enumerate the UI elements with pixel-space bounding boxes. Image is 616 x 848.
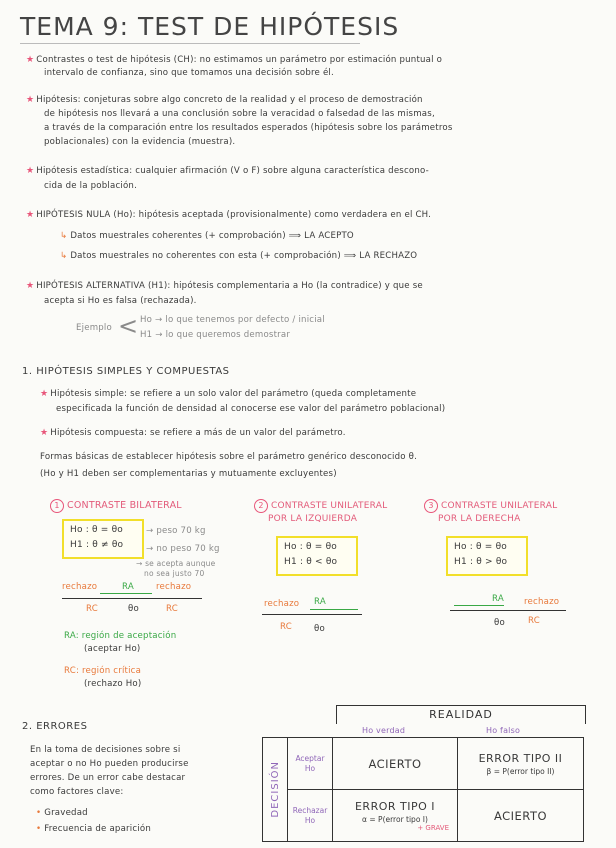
reject-row-label: Rechazar Ho xyxy=(292,805,328,825)
star-icon: ★ xyxy=(26,95,35,105)
hipotesis-line-2: de hipótesis nos llevará a una conclusión sobre la veracidad o falsedad de las mismas, xyxy=(44,109,435,119)
der-reject-mark xyxy=(510,606,562,610)
simple-line-2: especificada la función de densidad al conocerse ese valor del parámetro poblacional) xyxy=(56,404,446,414)
alternativa-line-2: acepta si Ho es falsa (rechazada). xyxy=(44,296,197,306)
der-theta: θo xyxy=(494,618,505,628)
cell-acierto-2: ACIERTO xyxy=(458,790,584,842)
izq-rc: RC xyxy=(280,622,292,632)
arrow-right-icon: ↳ xyxy=(60,231,68,241)
hipotesis-line-1: ★ Hipótesis: conjeturas sobre algo concreto de la realidad y el proceso de demostración xyxy=(26,95,423,105)
bilateral-ra: RA xyxy=(122,582,134,592)
izq-hypotheses-box xyxy=(276,536,358,576)
bilateral-reject-right-mark xyxy=(156,594,196,598)
realidad-header: REALIDAD xyxy=(336,705,586,724)
rc-definition-1: RC: región crítica xyxy=(64,666,142,676)
cell-acierto-1: ACIERTO xyxy=(333,738,458,790)
number-circle-icon: 3 xyxy=(424,499,438,513)
section-1-heading: 1. HIPÓTESIS SIMPLES Y COMPUESTAS xyxy=(22,366,230,377)
bilateral-note-2: → no peso 70 kg xyxy=(146,544,220,554)
title-underline xyxy=(20,43,360,44)
izq-theta: θo xyxy=(314,624,325,634)
number-circle-icon: 1 xyxy=(50,499,64,513)
bilateral-note-3: → se acepta aunque xyxy=(136,559,216,568)
alternativa-line-1: ★ HIPÓTESIS ALTERNATIVA (H1): hipótesis complementaria a Ho (la contradice) y que se xyxy=(26,281,423,291)
der-h1: H1 : θ > θo xyxy=(454,556,508,567)
der-axis xyxy=(450,610,566,611)
star-icon: ★ xyxy=(40,389,49,399)
decision-cell xyxy=(263,738,288,842)
accept-row-label-cell xyxy=(288,738,333,790)
der-title-2: POR LA DERECHA xyxy=(438,514,521,524)
der-rechazo: rechazo xyxy=(524,597,560,607)
bilateral-hypotheses-box xyxy=(62,519,144,559)
hipotesis-line-3: a través de la comparación entre los resultados esperados (hipótesis sobre los parámetros xyxy=(44,123,453,133)
bilateral-title: 1 CONTRASTE BILATERAL xyxy=(50,499,182,513)
grave-note: + GRAVE xyxy=(417,823,449,832)
izq-rechazo: rechazo xyxy=(264,599,300,609)
izq-ra: RA xyxy=(314,597,326,607)
bilateral-rechazo-left: rechazo xyxy=(62,582,98,592)
bilateral-h1: H1 : θ ≠ θo xyxy=(70,539,124,550)
bilateral-accept-mark xyxy=(100,593,152,597)
izq-h0: Ho : θ = θo xyxy=(284,542,338,552)
star-icon: ★ xyxy=(40,428,49,438)
star-icon: ★ xyxy=(26,55,35,65)
bilateral-note-1: → peso 70 kg xyxy=(146,526,206,536)
nula-arrow-1: ↳ Datos muestrales coherentes (+ comprobación) ⟹ LA ACEPTO xyxy=(60,231,354,241)
bullet-gravedad: • Gravedad xyxy=(36,808,88,818)
errores-line-2: aceptar o no Ho pueden producirse xyxy=(30,759,189,769)
izq-title-1: 2 CONTRASTE UNILATERAL xyxy=(254,499,387,513)
izq-title-2: POR LA IZQUIERDA xyxy=(268,514,358,524)
nula-line-1: ★ HIPÓTESIS NULA (Ho): hipótesis aceptada (provisionalmente) como verdadera en el CH. xyxy=(26,210,432,220)
compuesta-line: ★ Hipótesis compuesta: se refiere a más de un valor del parámetro. xyxy=(40,428,346,438)
page-title: TEMA 9: TEST DE HIPÓTESIS xyxy=(20,12,400,41)
arrow-right-icon: ↳ xyxy=(60,251,68,261)
ho-verdad-label: Ho verdad xyxy=(362,726,406,735)
ejemplo-label: Ejemplo xyxy=(76,323,112,333)
bilateral-rc-left: RC xyxy=(86,604,98,614)
bilateral-h0: Ho : θ = θo xyxy=(70,525,124,535)
error-tipo-2-label: ERROR TIPO II xyxy=(478,751,563,765)
bullet-icon: • xyxy=(36,824,42,834)
der-accept-mark xyxy=(454,605,504,609)
bullet-icon: • xyxy=(36,808,42,818)
bilateral-reject-left-mark xyxy=(64,594,98,598)
estadistica-line-2: cida de la población. xyxy=(44,181,137,191)
star-icon: ★ xyxy=(26,281,35,291)
ho-falso-label: Ho falso xyxy=(486,726,521,735)
number-circle-icon: 2 xyxy=(254,499,268,513)
bilateral-axis xyxy=(62,598,202,599)
der-rc: RC xyxy=(528,616,540,626)
accept-row-label: Aceptar Ho xyxy=(295,753,325,773)
brace-icon: < xyxy=(118,312,139,340)
intro-line-2: intervalo de confianza, sino que tomamos una decisión sobre él. xyxy=(44,68,334,78)
star-icon: ★ xyxy=(26,166,35,176)
der-ra: RA xyxy=(492,594,504,604)
izq-h1: H1 : θ < θo xyxy=(284,556,338,567)
decision-label: DECISIÓN xyxy=(269,761,281,818)
errores-line-3: errores. De un error cabe destacar xyxy=(30,773,186,783)
errors-table xyxy=(262,737,584,842)
error-tipo-1-label: ERROR TIPO I xyxy=(354,799,436,813)
ejemplo-line-1: Ho → lo que tenemos por defecto / inicial xyxy=(140,315,325,325)
ejemplo-line-2: H1 → lo que queremos demostrar xyxy=(140,330,291,340)
errores-line-4: como factores clave: xyxy=(30,787,124,797)
errores-line-1: En la toma de decisiones sobre si xyxy=(30,745,181,755)
estadistica-line-1: ★ Hipótesis estadística: cualquier afirmación (V o F) sobre alguna característica descono- xyxy=(26,166,429,176)
cell-error-tipo-1 xyxy=(333,790,458,842)
ra-definition-1: RA: región de aceptación xyxy=(64,631,177,641)
der-hypotheses-box xyxy=(446,536,528,576)
hipotesis-line-4: poblacionales) con la evidencia (muestra). xyxy=(44,137,236,147)
izq-axis xyxy=(262,614,362,615)
bilateral-rechazo-right: rechazo xyxy=(156,582,192,592)
star-icon: ★ xyxy=(26,210,35,220)
nula-arrow-2: ↳ Datos muestrales no coherentes con esta (+ comprobación) ⟹ LA RECHAZO xyxy=(60,251,418,261)
intro-line-1: ★ Contrastes o test de hipótesis (CH): no estimamos un parámetro por estimación puntual o xyxy=(26,55,443,65)
izq-reject-mark xyxy=(264,610,304,614)
simple-line-1: ★ Hipótesis simple: se refiere a un solo valor del parámetro (queda completamente xyxy=(40,389,417,399)
bilateral-note-4: no sea justo 70 xyxy=(144,569,205,578)
der-h0: Ho : θ = θo xyxy=(454,542,508,552)
rc-definition-2: (rechazo Ho) xyxy=(84,679,142,689)
ra-definition-2: (aceptar Ho) xyxy=(84,644,141,654)
formas-line-1: Formas básicas de establecer hipótesis sobre el parámetro genérico desconocido θ. xyxy=(40,452,418,462)
alpha-formula: α = P(error tipo I) xyxy=(362,814,428,824)
der-title-1: 3 CONTRASTE UNILATERAL xyxy=(424,499,557,513)
reject-row-label-cell xyxy=(288,790,333,842)
bullet-frecuencia: • Frecuencia de aparición xyxy=(36,824,151,834)
bilateral-rc-right: RC xyxy=(166,604,178,614)
beta-formula: β = P(error tipo II) xyxy=(486,766,555,776)
section-2-heading: 2. ERRORES xyxy=(22,721,88,732)
formas-line-2: (Ho y H1 deben ser complementarias y mutuamente excluyentes) xyxy=(40,469,337,479)
bilateral-theta: θo xyxy=(128,604,139,614)
izq-accept-mark xyxy=(310,609,358,613)
cell-error-tipo-2 xyxy=(458,738,584,790)
